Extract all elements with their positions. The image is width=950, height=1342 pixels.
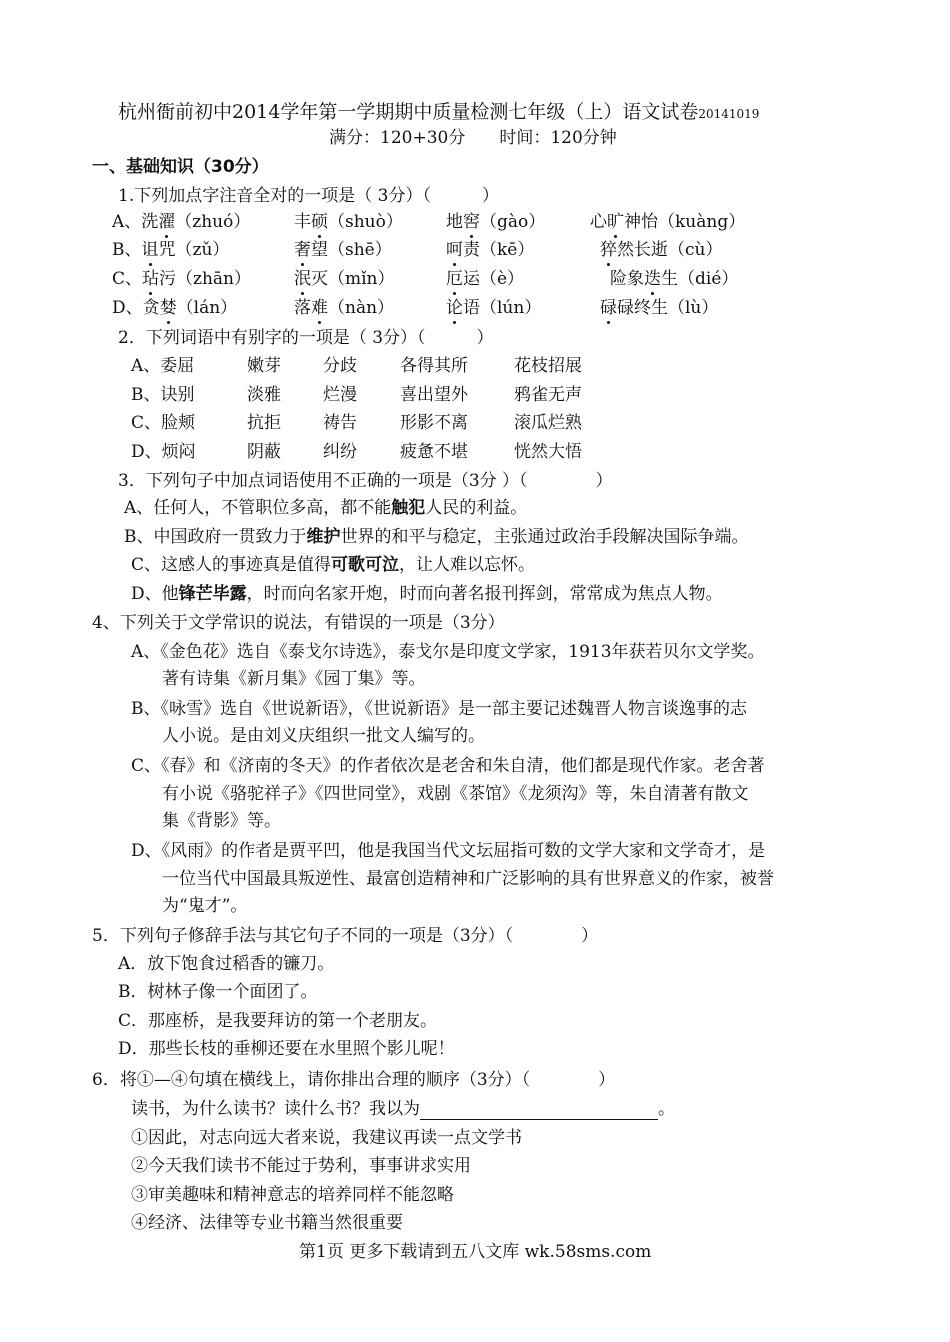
exam-title bbox=[118, 101, 759, 125]
q2-c-w1: C、脸颊 bbox=[131, 413, 196, 433]
title-date: 20141019 bbox=[698, 107, 760, 121]
q1-a-col2: 丰硕（shuò） bbox=[294, 212, 403, 232]
q6-answer-blank[interactable] bbox=[420, 1101, 658, 1120]
q1-b-col3: 呵责（kē） bbox=[446, 240, 535, 260]
q1-a-col4: 心旷神怡（kuàng） bbox=[590, 212, 746, 232]
q3-option-d: D、他锋芒毕露，时而向名家开炮，时而向著名报刊挥剑，常常成为焦点人物。 bbox=[131, 584, 723, 604]
q1-b-col1: B、诅咒（zǔ） bbox=[112, 240, 230, 260]
q3-option-a: A、任何人，不管职位多高，都不能触犯人民的利益。 bbox=[124, 498, 528, 518]
q3-option-c: C、这感人的事迹真是值得可歌可泣，让人难以忘怀。 bbox=[131, 555, 536, 575]
q4-a-line2: 著有诗集《新月集》《园丁集》等。 bbox=[162, 669, 426, 689]
q2-c-w3: 祷告 bbox=[323, 413, 357, 433]
q4-d-line1: D、《风雨》的作者是贾平凹，他是我国当代文坛屈指可数的文学大家和文学奇才，是 bbox=[131, 841, 766, 861]
q1-d-col2: 落难（nàn） bbox=[294, 298, 395, 318]
q2-d-w3: 纠纷 bbox=[323, 442, 357, 462]
q2-c-w5: 滚瓜烂熟 bbox=[514, 413, 582, 433]
q4-d-line2: 一位当代中国最具叛逆性、最富创造精神和广泛影响的具有世界意义的作家，被誉 bbox=[162, 869, 774, 889]
q4-c-line1: C、《春》和《济南的冬天》的作者依次是老舍和朱自清，他们都是现代作家。老舍著 bbox=[131, 756, 765, 776]
q2-stem: 2．下列词语中有别字的一项是（ 3分）（ ） bbox=[118, 328, 494, 348]
q5-option-d: D．那些长枝的垂柳还要在水里照个影儿呢！ bbox=[118, 1039, 455, 1059]
q4-c-line3: 集《背影》等。 bbox=[162, 811, 281, 831]
q4-b-line2: 人小说。是由刘义庆组织一批文人编写的。 bbox=[162, 726, 485, 746]
q6-stem: 6．将①—④句填在横线上，请你排出合理的顺序（3分）（ ） bbox=[92, 1070, 616, 1090]
q2-a-w2: 嫩芽 bbox=[247, 356, 281, 376]
q1-a-col1: A、洗濯（zhuó） bbox=[112, 212, 251, 232]
q5-option-b: B．树林子像一个面团了。 bbox=[118, 982, 318, 1002]
q1-c-col4: 险象迭生（dié） bbox=[610, 269, 739, 289]
q2-b-w3: 烂漫 bbox=[323, 385, 357, 405]
page-footer: 第1页 更多下载请到五八文库 wk.58sms.com bbox=[299, 1242, 652, 1262]
exam-subtitle: 满分：120+30分 时间：120分钟 bbox=[329, 128, 617, 148]
q6-item-2: ②今天我们读书不能过于势利，事事讲求实用 bbox=[131, 1156, 471, 1176]
q2-d-w1: D、烦闷 bbox=[131, 442, 196, 462]
q5-option-a: A．放下饱食过稻香的镰刀。 bbox=[118, 954, 335, 974]
q3-stem: 3．下列句子中加点词语使用不正确的一项是（3分 ）（ ） bbox=[118, 471, 613, 491]
q6-item-3: ③审美趣味和精神意志的培养同样不能忽略 bbox=[131, 1185, 454, 1205]
q1-c-col1: C、玷污（zhān） bbox=[112, 269, 252, 289]
title-text: 杭州衙前初中2014学年第一学期期中质量检测七年级（上）语文试卷 bbox=[118, 101, 699, 123]
q2-b-w2: 淡雅 bbox=[247, 385, 281, 405]
q2-a-w1: A、委屈 bbox=[131, 356, 195, 376]
q2-b-w5: 鸦雀无声 bbox=[514, 385, 582, 405]
q1-b-col4: 猝然长逝（cù） bbox=[600, 240, 723, 260]
q5-option-c: C．那座桥，是我要拜访的第一个老朋友。 bbox=[118, 1011, 438, 1031]
q2-d-w5: 恍然大悟 bbox=[514, 442, 582, 462]
q2-b-w1: B、诀别 bbox=[131, 385, 195, 405]
section-heading: 一、基础知识（30分） bbox=[92, 157, 269, 177]
q1-d-col3: 论语（lún） bbox=[446, 298, 542, 318]
q6-item-4: ④经济、法律等专业书籍当然很重要 bbox=[131, 1213, 403, 1233]
q2-c-w4: 形影不离 bbox=[400, 413, 468, 433]
q2-a-w3: 分歧 bbox=[323, 356, 357, 376]
q1-c-col3: 厄运（è） bbox=[446, 269, 525, 289]
q4-c-line2: 有小说《骆驼祥子》《四世同堂》，戏剧《茶馆》《龙须沟》等，朱自清著有散文 bbox=[162, 784, 749, 804]
q4-b-line1: B、《咏雪》选自《世说新语》，《世说新语》是一部主要记述魏晋人物言谈逸事的志 bbox=[131, 699, 747, 719]
q1-a-col3: 地窖（gào） bbox=[446, 212, 546, 232]
q2-a-w4: 各得其所 bbox=[400, 356, 468, 376]
q3-option-b: B、中国政府一贯致力于维护世界的和平与稳定，主张通过政治手段解决国际争端。 bbox=[124, 527, 749, 547]
q2-a-w5: 花枝招展 bbox=[514, 356, 582, 376]
q1-b-col2: 奢望（shē） bbox=[294, 240, 392, 260]
q2-d-w2: 阴蔽 bbox=[247, 442, 281, 462]
q1-c-col2: 泯灭（mǐn） bbox=[294, 269, 395, 289]
q4-stem: 4、下列关于文学常识的说法，有错误的一项是（3分） bbox=[92, 613, 505, 633]
q2-c-w2: 抗拒 bbox=[247, 413, 281, 433]
q1-stem: 1.下列加点字注音全对的一项是（ 3分）（ ） bbox=[118, 186, 499, 206]
q5-stem: 5．下列句子修辞手法与其它句子不同的一项是（3分）（ ） bbox=[92, 926, 599, 946]
q1-d-col1: D、贪婪（lán） bbox=[112, 298, 238, 318]
q2-b-w4: 喜出望外 bbox=[400, 385, 468, 405]
q1-d-col4: 碌碌终生（lù） bbox=[600, 298, 719, 318]
q4-a-line1: A、《金色花》选自《泰戈尔诗选》，泰戈尔是印度文学家，1913年获若贝尔文学奖。 bbox=[131, 642, 765, 662]
q6-lead: 读书，为什么读书？读什么书？我以为 。 bbox=[131, 1099, 675, 1119]
q2-d-w4: 疲惫不堪 bbox=[400, 442, 468, 462]
q6-item-1: ①因此，对志向远大者来说，我建议再读一点文学书 bbox=[131, 1128, 522, 1148]
q4-d-line3: 为“鬼才”。 bbox=[162, 896, 248, 916]
